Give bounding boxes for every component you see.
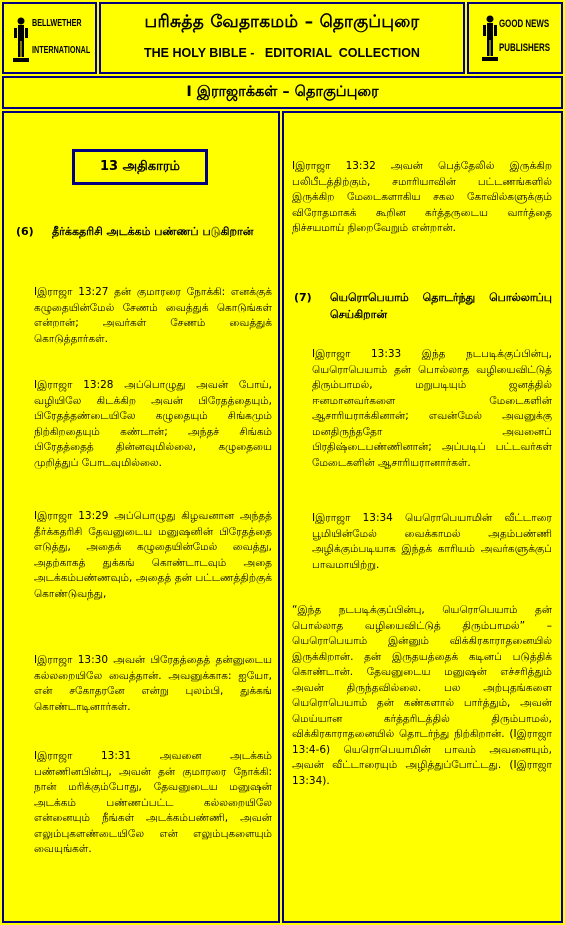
section-7-title: யெரொபெயாம் தொடர்ந்து பொல்லாப்பு செய்கிறான் <box>330 291 552 321</box>
verse-paragraph: Iஇராஜா 13:27 தன் குமாரரை நோக்கி: எனக்குக் கழுதையின்மேல் சேணம் வைத்துக் கொடுங்கள் என்றான்; அவர்கள் சேணம் வைத்துக் கொடுத்தார்கள். <box>34 286 272 345</box>
right-column <box>282 111 563 923</box>
header <box>99 2 465 74</box>
section-6-title: தீர்க்கதரிசி அடக்கம் பண்ணப் படுகிறான் <box>52 225 254 238</box>
book-title: I இராஜாக்கள் – தொகுப்புரை <box>186 84 379 100</box>
verse-paragraph: Iஇராஜா 13:30 அவன் பிரேதத்தைத் தன்னுடைய கல்லறையிலே வைத்தான். அவனுக்காக: ஐயோ, என் சகோதரனே என்று புலம்பி, துக்கங் கொண்டாடினார்கள். <box>34 654 272 713</box>
left-column <box>2 111 280 923</box>
section-7-number: (7) <box>294 291 312 304</box>
tamil-title: பரிசுத்த வேதாகமம் – தொகுப்புரை <box>144 12 420 32</box>
book-title-bar <box>2 76 563 109</box>
commentary-paragraph: “இந்த நடபடிக்குப்பின்பு, யெரொபெயாம் தன் பொல்லாத வழியைவிட்டுத் திரும்பாமல்” – யெரொபெயாம் இன்னும் விக்கிரகாராதனையில் இருக்கிறான். தன் இருதயத்தைக் கடினப் படுத்திக் கொண்டான். தேவனுடைய மனுஷன் எச்சரித்தும் அவன் திருந்தவில்லை. பல அற்புதங்களை யெரொபெயாம் தன் கண்களால் பார்த்தும், அவன் மெய்யான கர்த்தரிடத்தில் திரும்பாமல், விக்கிரகாராதனையில் தொடர்ந்து நிற்கிறான். (Iஇராஜா 13:4-6) யெரொபெயாமின் பாவம் அவனையும், அவன் வீட்டாரையும் அழித்துப்போட்டது. (Iஇராஜா 13:34). <box>292 604 552 787</box>
section-7-heading <box>294 289 552 323</box>
verse-paragraph: Iஇராஜா 13:32 அவன் பெத்தேலில் இருக்கிற பலிபீடத்திற்கும், சமாரியாவின் பட்டணங்களில் இருக்கிற மேடைகளாகிய சகல கோவில்களுக்கும் விரோதமாகக் கூறின கர்த்தருடைய வார்த்தை நிச்சயமாய் நிறைவேறும் என்றான். <box>292 160 552 234</box>
verse-paragraph: Iஇராஜா 13:33 இந்த நடபடிக்குப்பின்பு, யெரொபெயாம் தன் பொல்லாத வழியைவிட்டுத் திரும்பாமல், மறுபடியும் ஜனத்தில் ஈனமானவர்களை மேடைகளின் ஆசாரியராக்கினான்; எவன்மேல் அவனுக்கு மனதிருந்ததோ அவனைப் பிரதிஷ்டைபண்ணினான்; அப்படிப் பட்டவர்கள் மேடைகளின் ஆசாரியரானார்கள். <box>312 348 552 469</box>
section-6-number: (6) <box>16 225 34 238</box>
english-title: THE HOLY BIBLE - EDITORIAL COLLECTION <box>144 46 420 60</box>
logo-left-text <box>32 17 90 57</box>
figure-icon <box>12 16 30 64</box>
figure-icon <box>481 14 499 64</box>
logo-right-line2: PUBLISHERS <box>499 42 551 54</box>
chapter-heading: 13 அதிகாரம் <box>72 149 208 185</box>
logo-right-text <box>499 17 550 55</box>
logo-right-line1: GOOD NEWS <box>499 18 550 30</box>
verse-paragraph: Iஇராஜா 13:34 யெரொபெயாமின் வீட்டாரை பூமியின்மேல் வைக்காமல் அதம்பண்ணி அழிக்கும்படியாக இந்தக் காரியம் அவர்களுக்குப் பாவமாயிற்று. <box>312 512 552 571</box>
logo-left-line1: BELLWETHER <box>32 18 82 29</box>
good-news-logo <box>467 2 563 74</box>
verse-paragraph: Iஇராஜா 13:31 அவனை அடக்கம் பண்ணினபின்பு, அவன் தன் குமாரரை நோக்கி: நான் மரிக்கும்போது, தேவனுடைய மனுஷன் அடக்கம் பண்ணப்பட்ட கல்லறையிலே என்னையும் நீங்கள் அடக்கம்பண்ணி, அவன் எலும்புகளண்டையிலே என் எலும்புகளையும் வையுங்கள். <box>34 750 272 855</box>
section-6-heading <box>16 223 271 240</box>
verse-paragraph: Iஇராஜா 13:29 அப்பொழுது கிழவனான அந்தத் தீர்க்கதரிசி தேவனுடைய மனுஷனின் பிரேதத்தை எடுத்து, அதைக் கழுதையின்மேல் வைத்து, அதற்காகத் துக்கங் கொண்டாடவும் அதை அடக்கம்பண்ணவும், அதைத் தன் பட்டணத்திற்குக் கொண்டுவந்து, <box>34 510 272 600</box>
bellwether-logo <box>2 2 97 74</box>
verse-paragraph: Iஇராஜா 13:28 அப்பொழுது அவன் போய், வழியிலே கிடக்கிற அவன் பிரேதத்தையும், பிரேதத்தண்டையிலே கழுதையும் சிங்கமும் நிற்கிறதையும் கண்டான்; அந்தச் சிங்கம் பிரேதத்தைத் தின்னவுமில்லை, கழுதையை முறித்துப் போடவுமில்லை. <box>34 379 272 469</box>
logo-left-line2: INTERNATIONAL <box>32 45 91 56</box>
